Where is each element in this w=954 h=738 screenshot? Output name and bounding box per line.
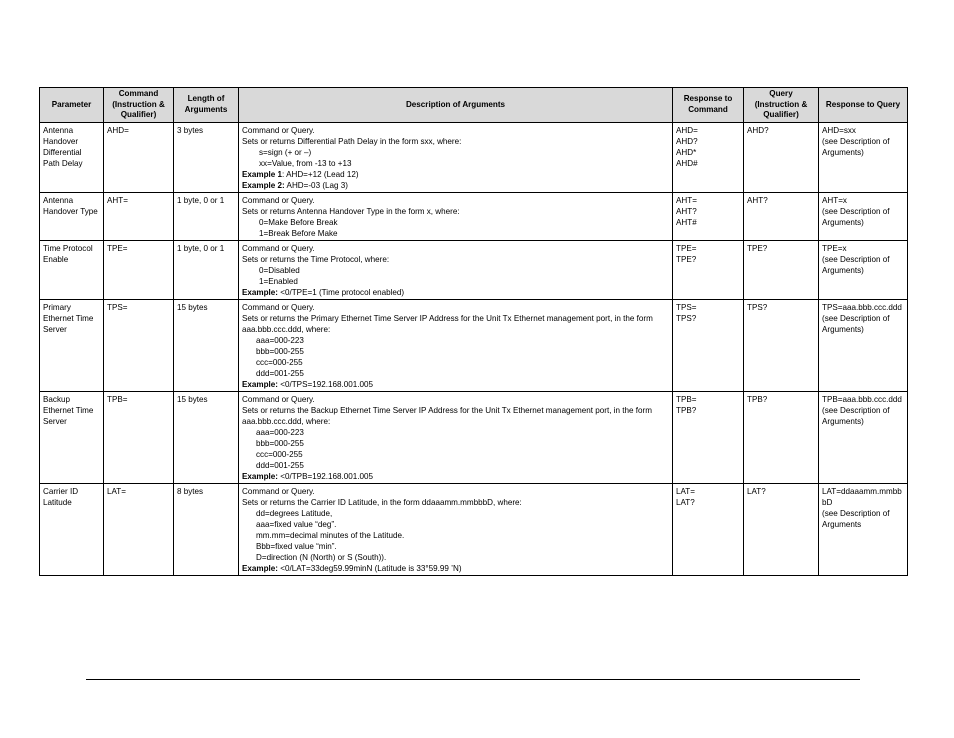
- cell-response-query: [819, 240, 908, 299]
- desc-example: [242, 180, 669, 191]
- response-line: TPE=x: [822, 243, 847, 253]
- cell-response-command: [673, 391, 744, 483]
- cell-command: AHT=: [104, 192, 174, 240]
- desc-line: dd=degrees Latitude,: [256, 508, 333, 518]
- response-line: LAT?: [676, 497, 695, 507]
- example-label: Example:: [242, 287, 278, 297]
- example-label: Example:: [242, 563, 278, 573]
- example-text: <0/TPB=192.168.001.005: [278, 471, 373, 481]
- response-line: LAT=: [676, 486, 695, 496]
- cell-command: TPS=: [104, 299, 174, 391]
- desc-line: Command or Query.: [242, 302, 315, 312]
- table-row: [40, 391, 908, 483]
- cell-length: 1 byte, 0 or 1: [174, 240, 239, 299]
- desc-example: [242, 471, 669, 482]
- desc-line: Command or Query.: [242, 243, 315, 253]
- response-line: (see Description of Arguments: [822, 508, 890, 529]
- desc-line: Sets or returns Differential Path Delay in the form sxx, where:: [242, 136, 462, 146]
- cell-response-command: [673, 122, 744, 192]
- cell-query: TPS?: [744, 299, 819, 391]
- example-label: Example:: [242, 471, 278, 481]
- response-line: (see Description of Arguments): [822, 313, 890, 334]
- response-line: TPB=aaa.bbb.ccc.ddd: [822, 394, 902, 404]
- cell-parameter: Backup Ethernet Time Server: [40, 391, 104, 483]
- desc-line: aaa=000-223: [256, 427, 304, 437]
- table-row: [40, 299, 908, 391]
- cell-response-command: [673, 483, 744, 575]
- response-line: TPE=: [676, 243, 697, 253]
- desc-line: D=direction (N (North) or S (South)).: [256, 552, 387, 562]
- cell-command: TPB=: [104, 391, 174, 483]
- header-parameter: Parameter: [40, 88, 104, 123]
- table-row: [40, 240, 908, 299]
- desc-line: ddd=001-255: [256, 368, 304, 378]
- desc-line: Command or Query.: [242, 195, 315, 205]
- cell-description: [239, 299, 673, 391]
- command-table: [39, 87, 908, 576]
- response-line: TPB=: [676, 394, 697, 404]
- desc-line: bbb=000-255: [256, 346, 304, 356]
- response-line: AHD#: [676, 158, 698, 168]
- table-row: [40, 192, 908, 240]
- cell-parameter: Carrier ID Latitude: [40, 483, 104, 575]
- header-command: Command (Instruction & Qualifier): [104, 88, 174, 123]
- desc-line: ddd=001-255: [256, 460, 304, 470]
- cell-parameter: Primary Ethernet Time Server: [40, 299, 104, 391]
- response-line: (see Description of Arguments): [822, 254, 890, 275]
- desc-line: aaa=000-223: [256, 335, 304, 345]
- desc-line: 1=Enabled: [259, 276, 298, 286]
- cell-length: 15 bytes: [174, 391, 239, 483]
- table-row: [40, 483, 908, 575]
- desc-example: [242, 563, 669, 574]
- header-row: [40, 88, 908, 123]
- response-line: LAT=ddaaamm.mmbbbD: [822, 486, 902, 507]
- desc-line: Sets or returns Antenna Handover Type in the form x, where:: [242, 206, 460, 216]
- table-row: [40, 122, 908, 192]
- desc-line: ccc=000-255: [256, 357, 303, 367]
- example-label: Example 1: [242, 169, 283, 179]
- desc-line: xx=Value, from -13 to +13: [259, 158, 352, 168]
- example-label: Example 2:: [242, 180, 285, 190]
- response-line: (see Description of Arguments): [822, 206, 890, 227]
- desc-line: ccc=000-255: [256, 449, 303, 459]
- cell-query: TPB?: [744, 391, 819, 483]
- desc-line: Sets or returns the Primary Ethernet Time Server IP Address for the Unit Tx Ethernet management port, in the form aaa.bbb.ccc.ddd, where:: [242, 313, 653, 334]
- cell-query: LAT?: [744, 483, 819, 575]
- example-text: <0/LAT=33deg59.99minN (Latitude is 33°59.99 ’N): [278, 563, 462, 573]
- cell-command: LAT=: [104, 483, 174, 575]
- response-line: (see Description of Arguments): [822, 405, 890, 426]
- cell-command: TPE=: [104, 240, 174, 299]
- desc-line: Sets or returns the Backup Ethernet Time Server IP Address for the Unit Tx Ethernet management port, in the form aaa.bbb.ccc.ddd, where:: [242, 405, 652, 426]
- response-line: AHD?: [676, 136, 698, 146]
- example-text: : AHD=+12 (Lead 12): [282, 169, 359, 179]
- desc-line: Command or Query.: [242, 125, 315, 135]
- desc-line: aaa=fixed value “deg”.: [256, 519, 337, 529]
- desc-line: 1=Break Before Make: [259, 228, 338, 238]
- cell-query: AHT?: [744, 192, 819, 240]
- example-label: Example:: [242, 379, 278, 389]
- response-line: AHD*: [676, 147, 697, 157]
- desc-line: Bbb=fixed value “min”.: [256, 541, 337, 551]
- cell-description: [239, 192, 673, 240]
- cell-parameter: Time Protocol Enable: [40, 240, 104, 299]
- desc-line: Sets or returns the Time Protocol, where:: [242, 254, 390, 264]
- cell-length: 3 bytes: [174, 122, 239, 192]
- cell-response-query: [819, 483, 908, 575]
- response-line: TPS?: [676, 313, 697, 323]
- cell-response-query: [819, 391, 908, 483]
- response-line: AHD=: [676, 125, 698, 135]
- response-line: AHT#: [676, 217, 697, 227]
- cell-response-command: [673, 240, 744, 299]
- response-line: TPS=: [676, 302, 697, 312]
- example-text: AHD=-03 (Lag 3): [284, 180, 348, 190]
- response-line: AHD=sxx: [822, 125, 856, 135]
- desc-example: [242, 379, 669, 390]
- response-line: TPB?: [676, 405, 697, 415]
- cell-description: [239, 122, 673, 192]
- cell-response-query: [819, 299, 908, 391]
- cell-query: AHD?: [744, 122, 819, 192]
- cell-response-query: [819, 192, 908, 240]
- cell-response-command: [673, 299, 744, 391]
- header-length: Length of Arguments: [174, 88, 239, 123]
- cell-length: 15 bytes: [174, 299, 239, 391]
- cell-description: [239, 240, 673, 299]
- desc-line: Command or Query.: [242, 486, 315, 496]
- cell-response-command: [673, 192, 744, 240]
- response-line: AHT=x: [822, 195, 847, 205]
- desc-line: 0=Make Before Break: [259, 217, 338, 227]
- desc-line: Sets or returns the Carrier ID Latitude, in the form ddaaamm.mmbbbD, where:: [242, 497, 522, 507]
- cell-length: 8 bytes: [174, 483, 239, 575]
- desc-example: [242, 169, 669, 180]
- example-text: <0/TPE=1 (Time protocol enabled): [278, 287, 405, 297]
- response-line: TPS=aaa.bbb.ccc.ddd: [822, 302, 902, 312]
- desc-example: [242, 287, 669, 298]
- footer-divider: [86, 679, 860, 680]
- desc-line: 0=Disabled: [259, 265, 300, 275]
- header-response-query: Response to Query: [819, 88, 908, 123]
- desc-line: s=sign (+ or –): [259, 147, 312, 157]
- response-line: AHT?: [676, 206, 697, 216]
- header-description: Description of Arguments: [239, 88, 673, 123]
- cell-description: [239, 483, 673, 575]
- cell-parameter: Antenna Handover Type: [40, 192, 104, 240]
- desc-line: Command or Query.: [242, 394, 315, 404]
- cell-command: AHD=: [104, 122, 174, 192]
- cell-description: [239, 391, 673, 483]
- cell-query: TPE?: [744, 240, 819, 299]
- cell-length: 1 byte, 0 or 1: [174, 192, 239, 240]
- response-line: (see Description of Arguments): [822, 136, 890, 157]
- cell-response-query: [819, 122, 908, 192]
- desc-line: mm.mm=decimal minutes of the Latitude.: [256, 530, 405, 540]
- cell-parameter: Antenna Handover Differential Path Delay: [40, 122, 104, 192]
- desc-line: bbb=000-255: [256, 438, 304, 448]
- header-query: Query (Instruction & Qualifier): [744, 88, 819, 123]
- response-line: TPE?: [676, 254, 697, 264]
- header-response-command: Response to Command: [673, 88, 744, 123]
- response-line: AHT=: [676, 195, 697, 205]
- example-text: <0/TPS=192.168.001.005: [278, 379, 373, 389]
